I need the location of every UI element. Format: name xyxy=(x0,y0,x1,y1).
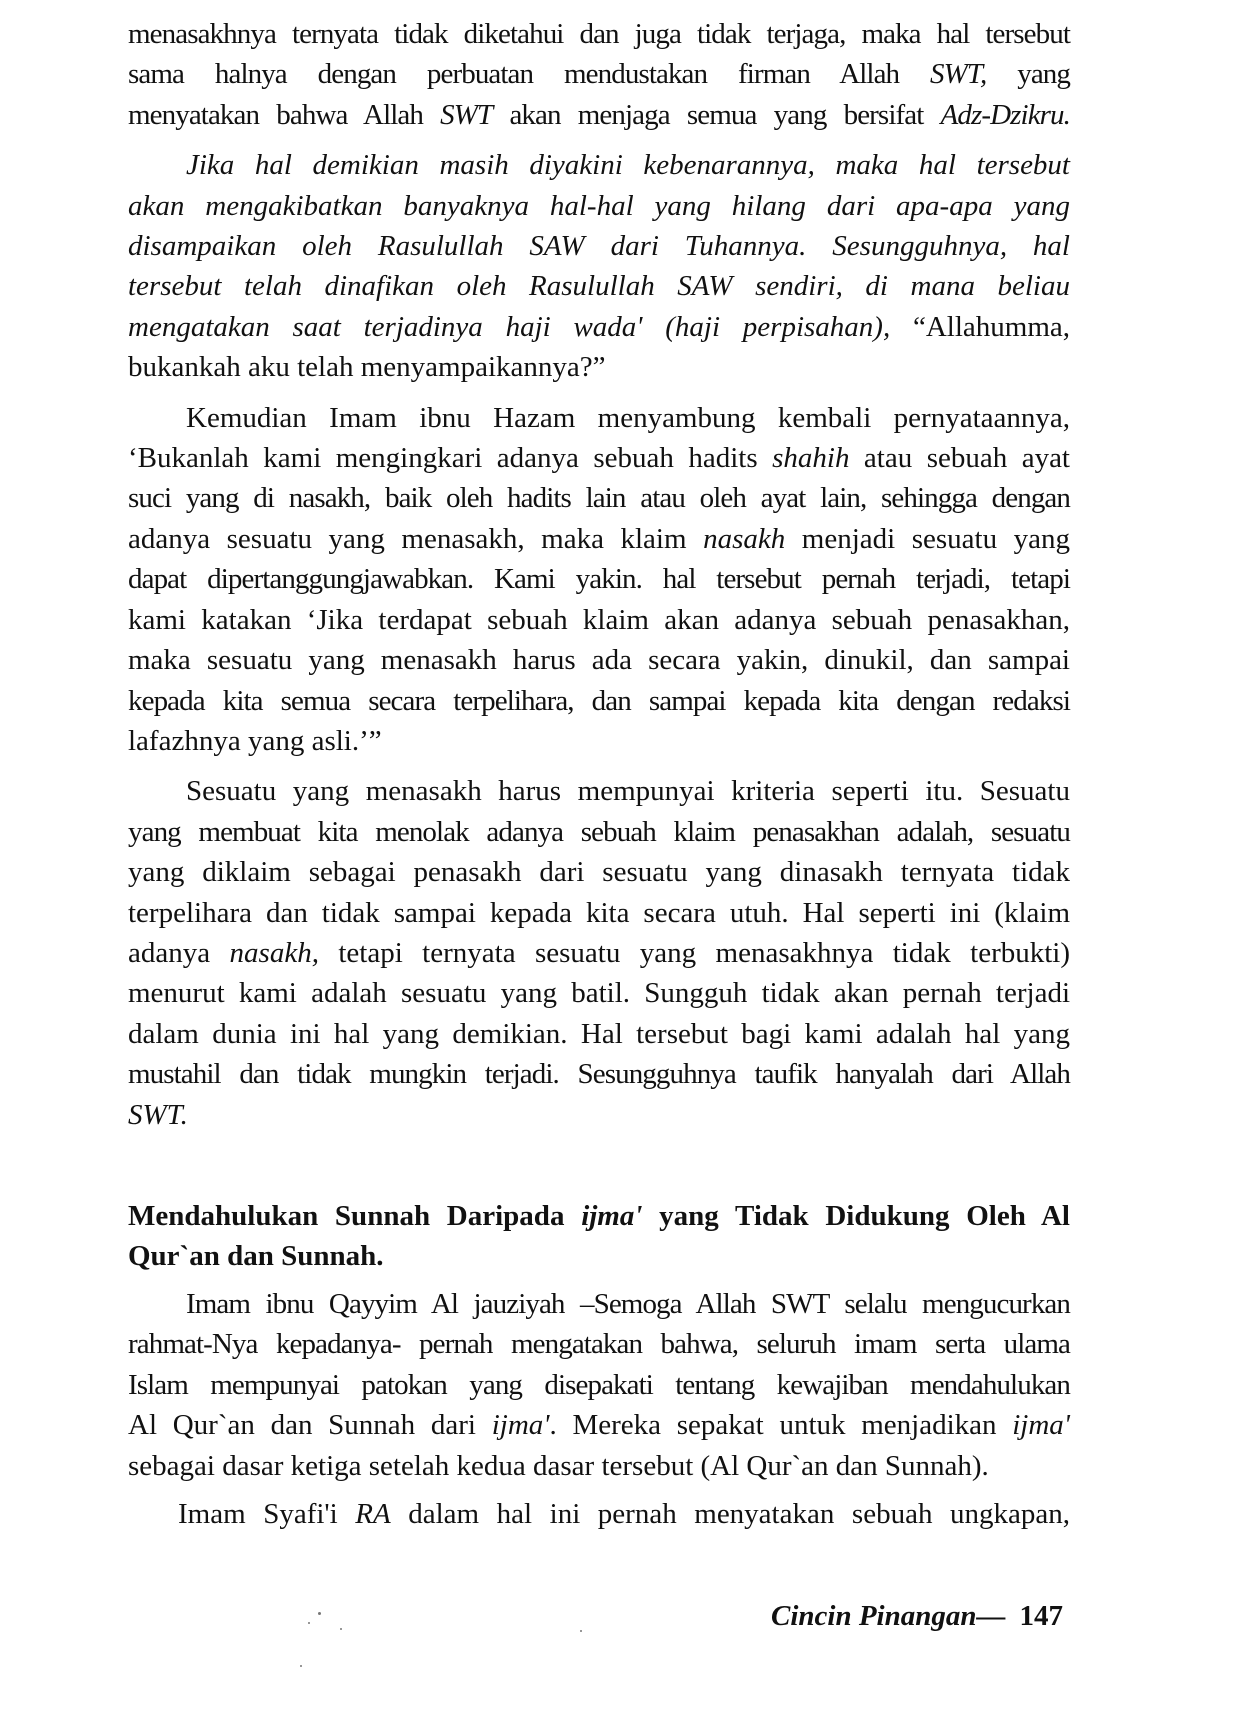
text-line xyxy=(128,1405,1070,1445)
text-line: mustahil dan tidak mungkin terjadi. Sesungguhnya taufik hanyalah dari Allah xyxy=(128,1058,1070,1091)
text-line xyxy=(128,95,1070,135)
text-line: lafazhnya yang asli.’” xyxy=(128,724,382,757)
text-line: menasakhnya ternyata tidak diketahui dan juga tidak terjaga, maka hal tersebut xyxy=(128,18,1070,50)
text-span: atau sebuah ayat xyxy=(849,442,1070,475)
text-italic: shahih xyxy=(772,442,850,475)
text-italic: nasakh, xyxy=(229,936,319,969)
scan-speck xyxy=(300,1665,302,1667)
page-number: 147 xyxy=(1019,1600,1063,1632)
text-italic: ijma' xyxy=(581,1200,643,1232)
text-line: dalam dunia ini hal yang demikian. Hal tersebut bagi kami adalah hal yang xyxy=(128,1017,1070,1050)
text-line: kami katakan ‘Jika terdapat sebuah klaim akan adanya sebuah penasakhan, xyxy=(128,603,1070,636)
book-page xyxy=(128,14,1071,1530)
heading-line xyxy=(128,1196,1070,1236)
text-span: tetapi ternyata sesuatu yang menasakhnya tidak terbukti) xyxy=(318,936,1070,969)
text-line: akan mengakibatkan banyaknya hal-hal yang hilang dari apa-apa yang xyxy=(128,189,1070,222)
section-heading xyxy=(128,1196,1070,1276)
text-span: sama halnya dengan perbuatan mendustakan firman Allah xyxy=(128,58,931,91)
text-line: dapat dipertanggungjawabkan. Kami yakin. hal tersebut pernah terjadi, tetapi xyxy=(128,563,1070,596)
text-italic: Adz-Dzikru. xyxy=(940,98,1070,131)
text-line xyxy=(128,54,1070,94)
paragraph-4 xyxy=(128,771,1070,1135)
text-line: Islam mempunyai patokan yang disepakati tentang kewajiban mendahulukan xyxy=(128,1368,1070,1401)
text-span: adanya xyxy=(128,936,230,969)
text-line: menurut kami adalah sesuatu yang batil. Sungguh tidak akan pernah terjadi xyxy=(128,977,1070,1010)
text-span: menjadi sesuatu yang xyxy=(785,522,1070,555)
text-line xyxy=(128,933,1070,973)
text-line: kepada kita semua secara terpelihara, dan sampai kepada kita dengan redaksi xyxy=(128,684,1070,717)
text-span: Imam Syafi'i xyxy=(178,1498,356,1530)
text-line xyxy=(128,307,1070,347)
text-line: disampaikan oleh Rasulullah SAW dari Tuhannya. Sesungguhnya, hal xyxy=(128,230,1070,263)
heading-line: Qur`an dan Sunnah. xyxy=(128,1240,384,1272)
text-line: Kemudian Imam ibnu Hazam menyambung kembali pernyataannya, xyxy=(186,401,1070,434)
text-line xyxy=(128,438,1070,478)
scan-speck xyxy=(340,1628,342,1630)
text-line xyxy=(128,1494,1070,1534)
text-span: menyatakan bahwa Allah xyxy=(128,98,441,131)
text-span: Mendahulukan Sunnah Daripada xyxy=(128,1200,582,1232)
text-italic: mengatakan saat terjadinya haji wada' (haji perpisahan), xyxy=(128,310,891,343)
page-footer xyxy=(771,1600,1063,1633)
text-line: rahmat-Nya kepadanya- pernah mengatakan bahwa, seluruh imam serta ulama xyxy=(128,1328,1070,1361)
paragraph-3 xyxy=(128,398,1070,762)
text-span: dalam hal ini pernah menyatakan sebuah ungkapan, xyxy=(390,1498,1070,1530)
text-line: terpelihara dan tidak sampai kepada kita secara utuh. Hal seperti ini (klaim xyxy=(128,896,1070,929)
text-span: yang Tidak Didukung Oleh Al xyxy=(642,1200,1070,1232)
text-italic: nasakh xyxy=(703,522,786,555)
paragraph-6 xyxy=(128,1494,1070,1534)
text-italic: ijma' xyxy=(491,1409,550,1442)
text-span: . Mereka sepakat untuk menjadikan xyxy=(549,1409,1013,1442)
text-line: sebagai dasar ketiga setelah kedua dasar tersebut (Al Qur`an dan Sunnah). xyxy=(128,1449,989,1482)
text-line: tersebut telah dinafikan oleh Rasulullah SAW sendiri, di mana beliau xyxy=(128,270,1070,303)
text-span: ‘Bukanlah kami mengingkari adanya sebuah hadits xyxy=(128,442,773,475)
scan-speck xyxy=(318,1612,321,1615)
book-title: Cincin Pinangan— xyxy=(771,1600,1006,1632)
paragraph-1 xyxy=(128,14,1070,135)
text-line: Imam ibnu Qayyim Al jauziyah –Semoga Allah SWT selalu mengucurkan xyxy=(186,1288,1070,1320)
text-italic: ijma' xyxy=(1012,1409,1071,1442)
text-span: “Allahumma, xyxy=(890,310,1071,343)
text-italic: SWT, xyxy=(930,58,987,91)
text-span: yang xyxy=(986,58,1070,91)
text-line: Sesuatu yang menasakh harus mempunyai kriteria seperti itu. Sesuatu xyxy=(186,775,1070,808)
text-span: adanya sesuatu yang menasakh, maka klaim xyxy=(128,522,704,555)
text-line: maka sesuatu yang menasakh harus ada secara yakin, dinukil, dan sampai xyxy=(128,644,1070,677)
text-line xyxy=(128,519,1070,559)
text-span: Al Qur`an dan Sunnah dari xyxy=(128,1409,492,1442)
scan-speck xyxy=(580,1630,582,1632)
text-italic: RA xyxy=(355,1498,391,1530)
text-span: akan menjaga semua yang bersifat xyxy=(492,98,941,131)
text-line: SWT. xyxy=(128,1098,188,1131)
text-line: Jika hal demikian masih diyakini kebenarannya, maka hal tersebut xyxy=(186,149,1070,182)
text-line: yang membuat kita menolak adanya sebuah klaim penasakhan adalah, sesuatu xyxy=(128,815,1070,848)
text-italic: SWT xyxy=(440,98,493,131)
text-line: suci yang di nasakh, baik oleh hadits lain atau oleh ayat lain, sehingga dengan xyxy=(128,482,1070,515)
text-line: yang diklaim sebagai penasakh dari sesuatu yang dinasakh ternyata tidak xyxy=(128,856,1070,889)
paragraph-5 xyxy=(128,1284,1070,1486)
paragraph-2 xyxy=(128,145,1070,387)
text-line: bukankah aku telah menyampaikannya?” xyxy=(128,351,606,384)
scan-speck xyxy=(308,1622,310,1624)
